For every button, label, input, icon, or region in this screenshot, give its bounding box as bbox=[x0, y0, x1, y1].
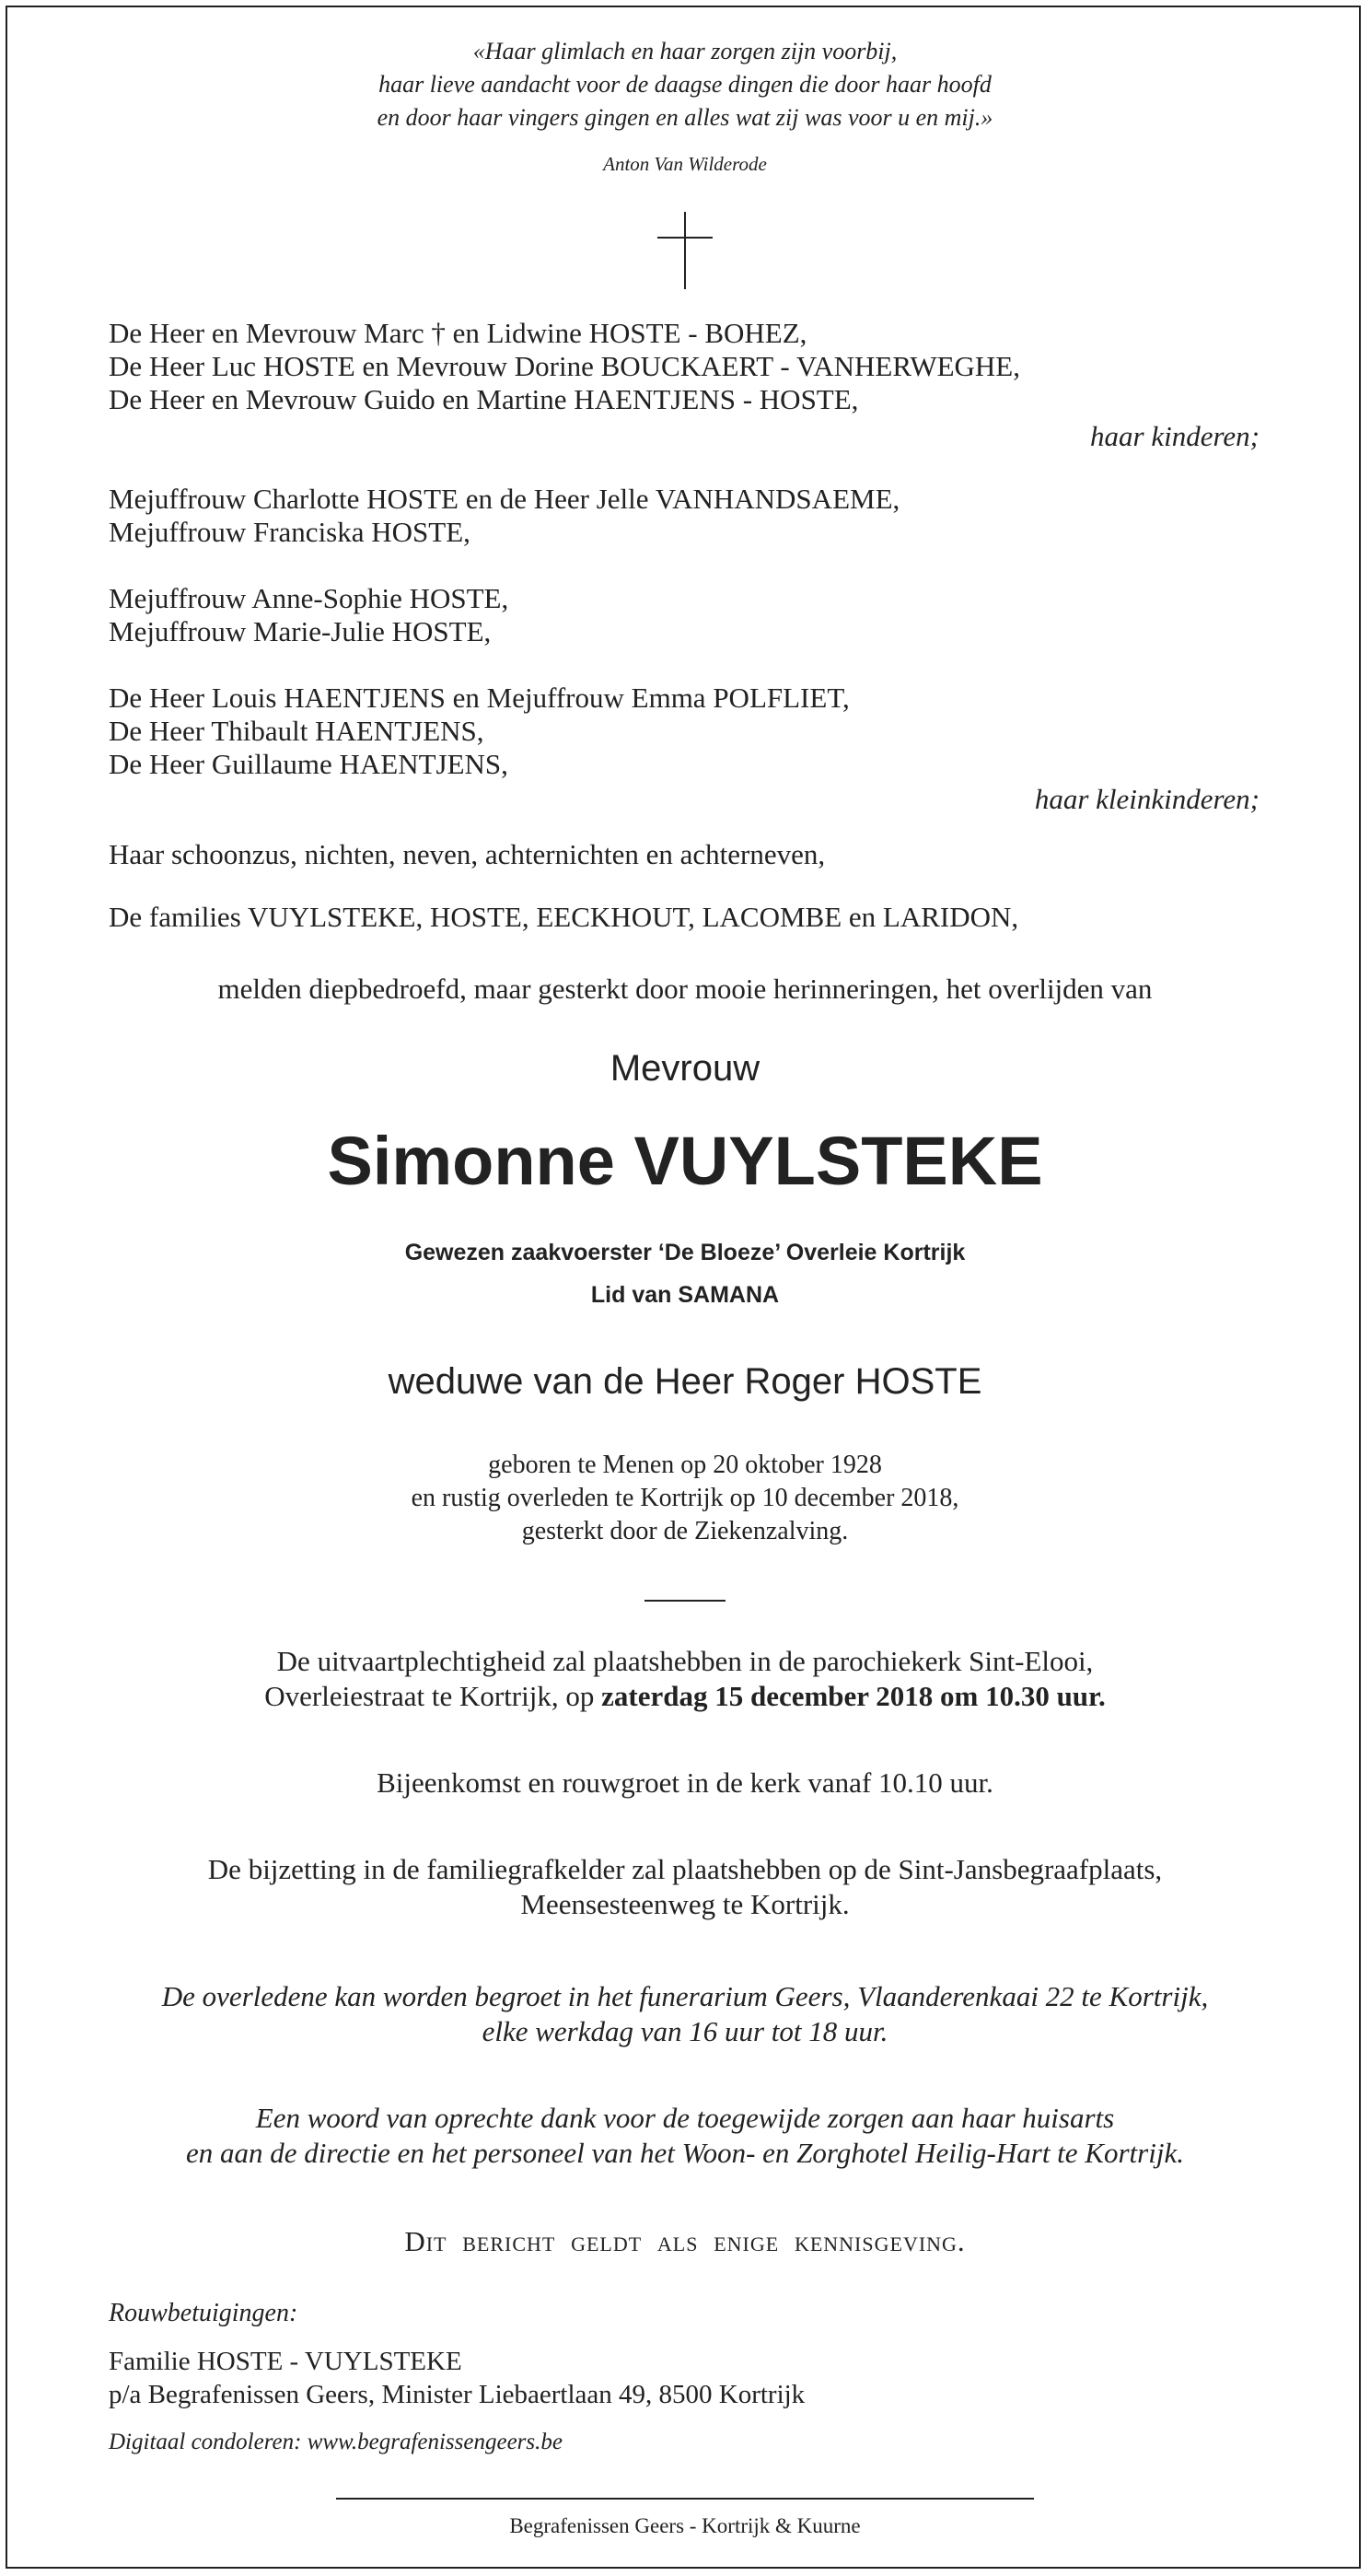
family-line: De Heer en Mevrouw Marc † en Lidwine HOSTE - BOHEZ, bbox=[109, 317, 807, 349]
visitation-line2: elke werkdag van 16 uur tot 18 uur. bbox=[482, 2015, 888, 2047]
announcement: melden diepbedroefd, maar gesterkt door mooie herinneringen, het overlijden van bbox=[217, 973, 1153, 1005]
deceased-occupation: Gewezen zaakvoerster ‘De Bloeze’ Overleie Kortrijk bbox=[404, 1240, 966, 1265]
digital-condolences: Digitaal condoleren: www.begrafenissengeers.be bbox=[109, 2430, 563, 2454]
quote-author: Anton Van Wilderode bbox=[603, 153, 767, 175]
cross-icon bbox=[656, 210, 714, 291]
visitation-line1: De overledene kan worden begroet in het funerarium Geers, Vlaanderenkaai 22 te Kortrijk, bbox=[161, 1980, 1209, 2012]
relatives-line: Haar schoonzus, nichten, neven, achternichten en achterneven, bbox=[109, 838, 826, 870]
family-line: Mejuffrouw Charlotte HOSTE en de Heer Jelle VANHANDSAEME, bbox=[109, 483, 900, 515]
families-line: De families VUYLSTEKE, HOSTE, EECKHOUT, LACOMBE en LARIDON, bbox=[109, 901, 1019, 933]
role-grandchildren: haar kleinkinderen; bbox=[1034, 783, 1260, 815]
family-line: Mejuffrouw Marie-Julie HOSTE, bbox=[109, 615, 492, 647]
born-line: geboren te Menen op 20 oktober 1928 bbox=[488, 1451, 882, 1479]
deceased-membership: Lid van SAMANA bbox=[590, 1282, 780, 1308]
thanks-line2: en aan de directie en het personeel van het Woon- en Zorghotel Heilig-Hart te Kortrijk. bbox=[186, 2137, 1184, 2169]
burial-line2: Meensesteenweg te Kortrijk. bbox=[520, 1888, 850, 1920]
quote-line: en door haar vingers gingen en alles wat zij was voor u en mij.» bbox=[377, 104, 993, 131]
condolences-heading: Rouwbetuigingen: bbox=[109, 2299, 298, 2327]
died-line: en rustig overleden te Kortrijk op 10 december 2018, bbox=[411, 1484, 959, 1512]
funeral-line2-prefix: Overleiestraat te Kortrijk, op bbox=[264, 1680, 602, 1712]
condolences-line2: p/a Begrafenissen Geers, Minister Liebaertlaan 49, 8500 Kortrijk bbox=[109, 2380, 806, 2409]
quote-line: haar lieve aandacht voor de daagse dingen die door haar hoofd bbox=[378, 71, 992, 98]
family-line: De Heer Luc HOSTE en Mevrouw Dorine BOUCKAERT - VANHERWEGHE, bbox=[109, 350, 1020, 382]
divider bbox=[644, 1600, 726, 1602]
deceased-title: Mevrouw bbox=[610, 1048, 760, 1089]
family-line: De Heer Louis HAENTJENS en Mejuffrouw Emma POLFLIET, bbox=[109, 682, 850, 714]
funeral-date: zaterdag 15 december 2018 om 10.30 uur. bbox=[601, 1680, 1106, 1712]
footer-divider bbox=[336, 2498, 1034, 2500]
funeral-line1: De uitvaartplechtigheid zal plaatshebben in de parochiekerk Sint-Elooi, bbox=[276, 1645, 1094, 1677]
deceased-name: Simonne VUYLSTEKE bbox=[327, 1123, 1043, 1199]
family-line: De Heer en Mevrouw Guido en Martine HAENTJENS - HOSTE, bbox=[109, 383, 859, 415]
sacrament-line: gesterkt door de Ziekenzalving. bbox=[521, 1517, 849, 1545]
family-line: Mejuffrouw Anne-Sophie HOSTE, bbox=[109, 582, 509, 614]
funeral-line2 bbox=[0, 1680, 1370, 1713]
widow-of: weduwe van de Heer Roger HOSTE bbox=[388, 1361, 982, 1402]
thanks-line1: Een woord van oprechte dank voor de toegewijde zorgen aan haar huisarts bbox=[255, 2102, 1115, 2134]
quote-line: «Haar glimlach en haar zorgen zijn voorbij, bbox=[472, 38, 898, 64]
condolences-line1: Familie HOSTE - VUYLSTEKE bbox=[109, 2347, 462, 2376]
footer: Begrafenissen Geers - Kortrijk & Kuurne bbox=[509, 2514, 861, 2537]
notice: Dit bericht geldt als enige kennisgeving. bbox=[404, 2225, 966, 2257]
gathering-line: Bijeenkomst en rouwgroet in de kerk vanaf 10.10 uur. bbox=[377, 1766, 993, 1799]
role-children: haar kinderen; bbox=[1090, 420, 1260, 452]
family-line: De Heer Guillaume HAENTJENS, bbox=[109, 748, 508, 780]
family-line: De Heer Thibault HAENTJENS, bbox=[109, 715, 484, 747]
family-line: Mejuffrouw Franciska HOSTE, bbox=[109, 516, 470, 548]
burial-line1: De bijzetting in de familiegrafkelder zal plaatshebben op de Sint-Jansbegraafplaats, bbox=[207, 1853, 1163, 1885]
